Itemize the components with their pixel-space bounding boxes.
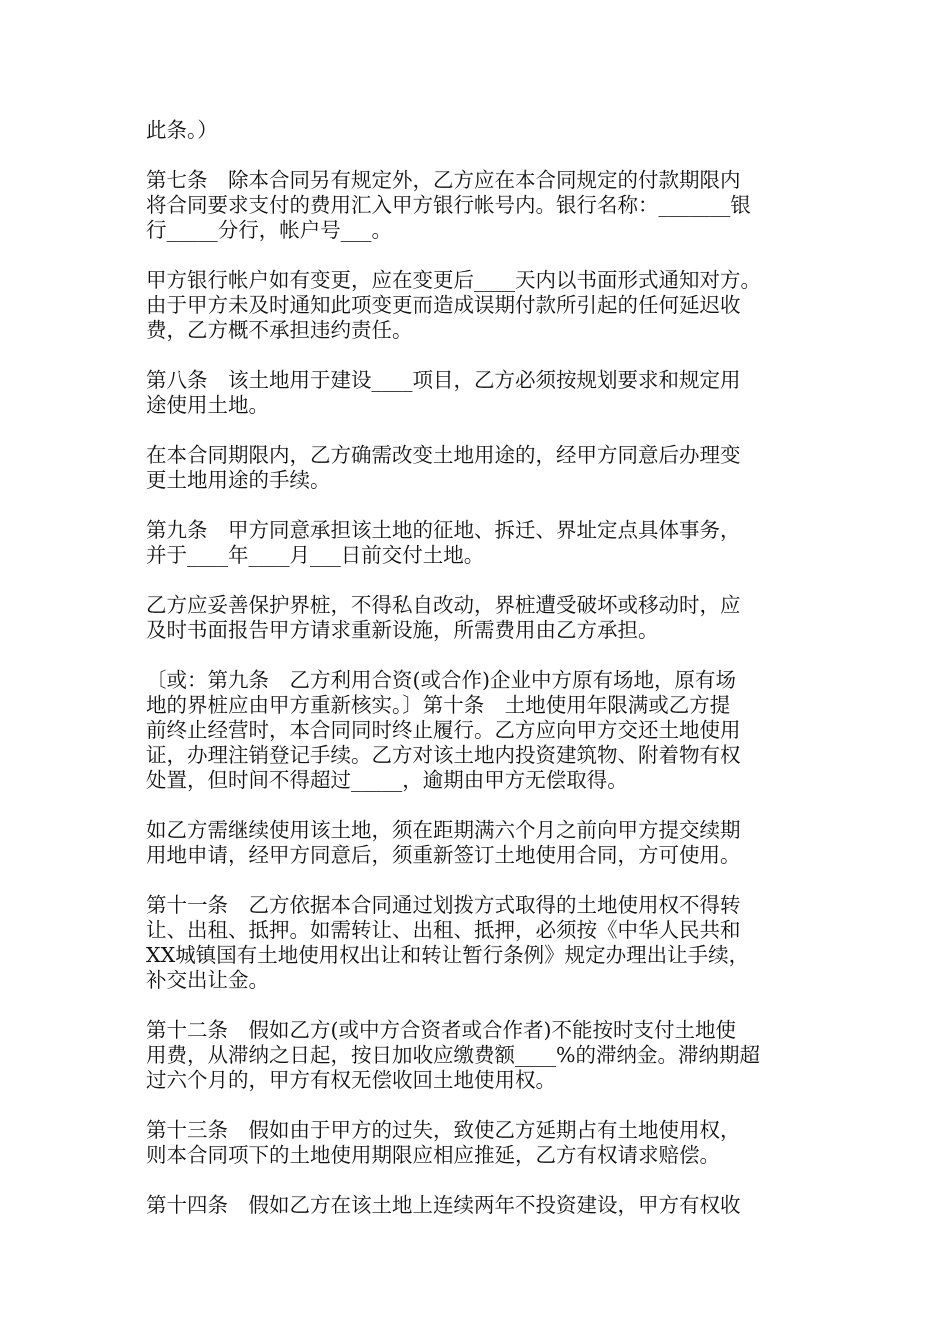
document-paragraph xyxy=(146,168,826,243)
paragraph-line: 行_____分行，帐户号___。 xyxy=(146,218,392,242)
paragraph-line: 更土地用途的手续。 xyxy=(146,468,331,492)
document-paragraph xyxy=(146,118,826,143)
paragraph-line: 前终止经营时，本合同同时终止履行。乙方应向甲方交还土地使用 xyxy=(146,718,741,742)
document-paragraph xyxy=(146,818,826,868)
paragraph-line: 甲方银行帐户如有变更，应在变更后____天内以书面形式通知对方。 xyxy=(146,268,761,292)
paragraph-line: 在本合同期限内，乙方确需改变土地用途的，经甲方同意后办理变 xyxy=(146,443,741,467)
paragraph-line: 费，乙方概不承担违约责任。 xyxy=(146,318,413,342)
document-paragraph xyxy=(146,893,826,993)
paragraph-line: 第七条 除本合同另有规定外，乙方应在本合同规定的付款期限内 xyxy=(146,168,741,192)
document-paragraph xyxy=(146,368,826,418)
paragraph-line: 由于甲方未及时通知此项变更而造成误期付款所引起的任何延迟收 xyxy=(146,293,741,317)
paragraph-line: 证，办理注销登记手续。乙方对该土地内投资建筑物、附着物有权 xyxy=(146,743,741,767)
paragraph-line: 〔或：第九条 乙方利用合资(或合作)企业中方原有场地，原有场 xyxy=(146,668,736,692)
document-paragraph xyxy=(146,268,826,343)
document-paragraph xyxy=(146,443,826,493)
paragraph-line: 此条。） xyxy=(146,118,218,142)
document-paragraph xyxy=(146,1118,826,1168)
paragraph-line: 用地申请，经甲方同意后，须重新签订土地使用合同，方可使用。 xyxy=(146,843,741,867)
paragraph-line: 乙方应妥善保护界桩，不得私自改动，界桩遭受破坏或移动时，应 xyxy=(146,593,741,617)
document-paragraph xyxy=(146,668,826,793)
paragraph-line: 将合同要求支付的费用汇入甲方银行帐号内。银行名称：_______银 xyxy=(146,193,751,217)
paragraph-line: 补交出让金。 xyxy=(146,968,269,992)
paragraph-line: 第九条 甲方同意承担该土地的征地、拆迁、界址定点具体事务， xyxy=(146,518,741,542)
paragraph-line: 用费，从滞纳之日起，按日加收应缴费额____%的滞纳金。滞纳期超 xyxy=(146,1043,760,1067)
paragraph-line: 处置，但时间不得超过_____，逾期由甲方无偿取得。 xyxy=(146,768,628,792)
document-paragraph xyxy=(146,1018,826,1093)
paragraph-line: 第十二条 假如乙方(或中方合资者或合作者)不能按时支付土地使 xyxy=(146,1018,736,1042)
paragraph-line: XX城镇国有土地使用权出让和转让暂行条例》规定办理出让手续， xyxy=(146,943,750,967)
paragraph-line: 地的界桩应由甲方重新核实。〕第十条 土地使用年限满或乙方提 xyxy=(146,693,731,717)
paragraph-line: 则本合同项下的土地使用期限应相应推延，乙方有权请求赔偿。 xyxy=(146,1143,720,1167)
paragraph-line: 如乙方需继续使用该土地，须在距期满六个月之前向甲方提交续期 xyxy=(146,818,741,842)
paragraph-line: 第十三条 假如由于甲方的过失，致使乙方延期占有土地使用权， xyxy=(146,1118,741,1142)
paragraph-line: 第八条 该土地用于建设____项目，乙方必须按规划要求和规定用 xyxy=(146,368,741,392)
paragraph-line: 及时书面报告甲方请求重新设施，所需费用由乙方承担。 xyxy=(146,618,659,642)
paragraph-line: 第十四条 假如乙方在该土地上连续两年不投资建设，甲方有权收 xyxy=(146,1193,741,1217)
document-paragraph xyxy=(146,518,826,568)
paragraph-line: 让、出租、抵押。如需转让、出租、抵押，必须按《中华人民共和 xyxy=(146,918,741,942)
paragraph-line: 第十一条 乙方依据本合同通过划拨方式取得的土地使用权不得转 xyxy=(146,893,741,917)
document-paragraph xyxy=(146,593,826,643)
document-body xyxy=(146,118,826,1243)
paragraph-line: 并于____年____月___日前交付土地。 xyxy=(146,543,485,567)
paragraph-line: 途使用土地。 xyxy=(146,393,269,417)
document-paragraph xyxy=(146,1193,826,1218)
paragraph-line: 过六个月的，甲方有权无偿收回土地使用权。 xyxy=(146,1068,556,1092)
